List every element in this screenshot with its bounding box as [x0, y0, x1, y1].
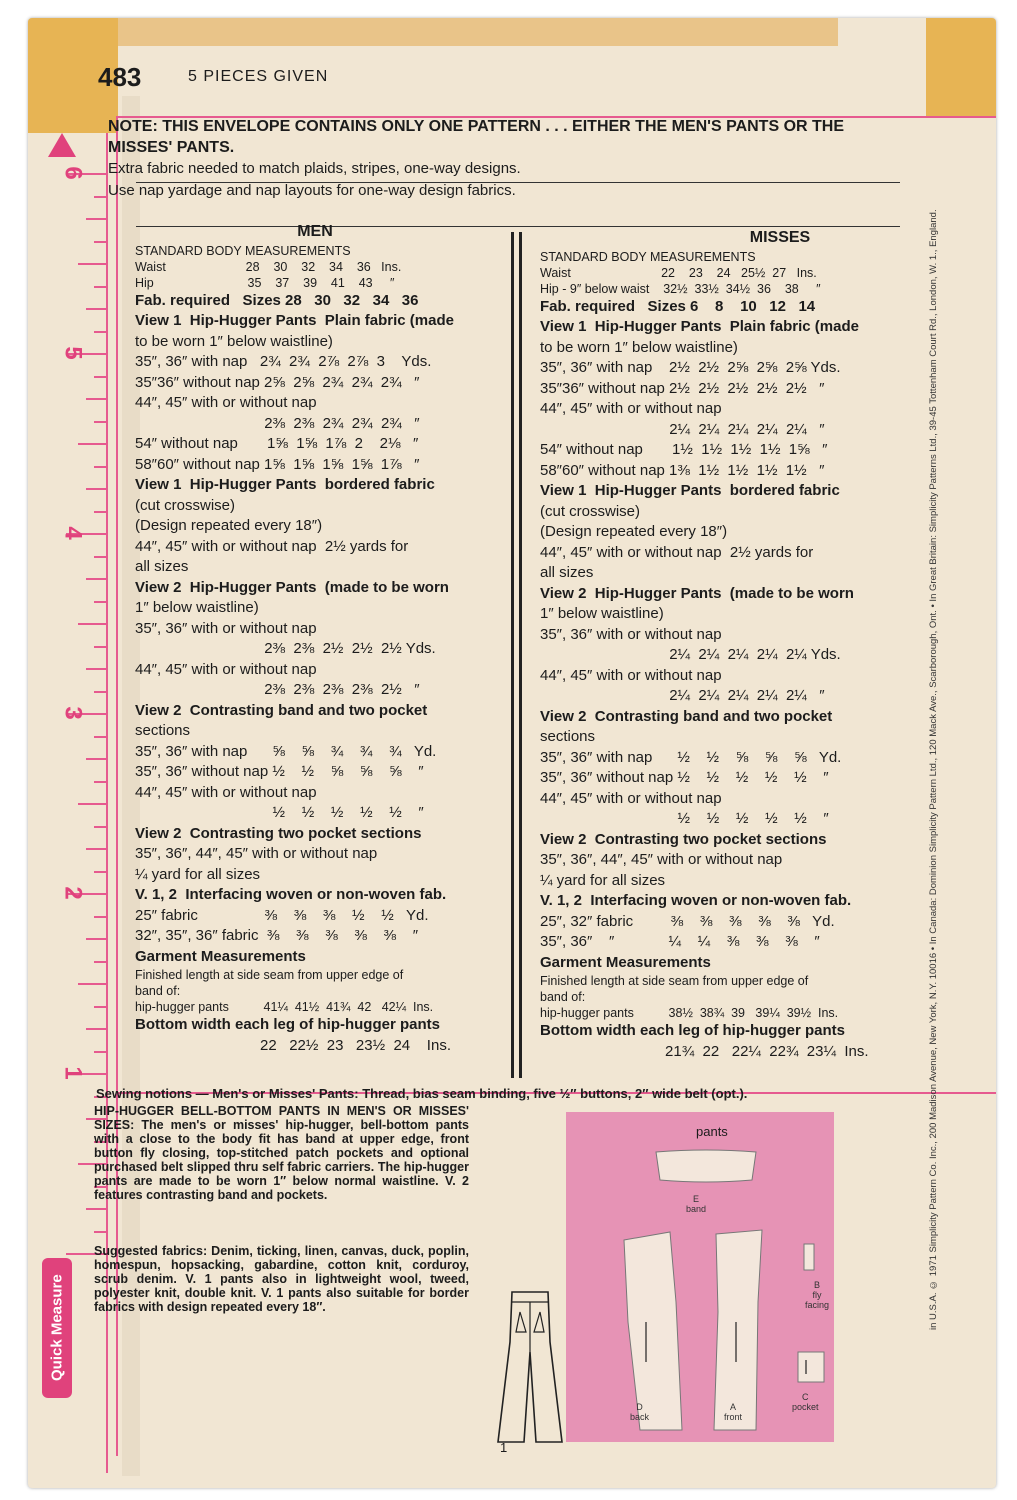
- men-line: to be worn 1″ below waistline): [135, 332, 333, 350]
- piece-label-front: A front: [724, 1402, 743, 1422]
- misses-line: hip-hugger pants 38½ 38¾ 39 39¼ 39½ Ins.: [540, 1006, 839, 1020]
- misses-line: 35″, 36″ with nap ½ ½ ⅝ ⅝ ⅝ Yd.: [540, 748, 842, 766]
- men-line: View 2 Contrasting two pocket sections: [135, 824, 422, 842]
- page-number: 1: [500, 1440, 508, 1455]
- men-line: all sizes: [135, 558, 189, 575]
- ruler-number: 1: [59, 1066, 87, 1080]
- ruler-tick: [86, 308, 106, 310]
- misses-line: 1″ below waistline): [540, 605, 664, 622]
- ruler-tick: [94, 916, 106, 918]
- ruler-tick: [94, 691, 106, 693]
- ruler-brand: Quick Measure: [42, 1258, 72, 1398]
- piece-label-fly-facing: B fly facing: [804, 1280, 830, 1310]
- misses-line: Bottom width each leg of hip-hugger pants: [540, 1022, 845, 1039]
- ruler-arrow-icon: [48, 133, 76, 157]
- men-line: 35″, 36″ with nap 2¾ 2¾ 2⅞ 2⅞ 3 Yds.: [135, 353, 432, 370]
- ruler-tick: [94, 871, 106, 873]
- men-line: 2⅜ 2⅜ 2½ 2½ 2½ Yds.: [135, 640, 436, 657]
- ruler-tick: [94, 196, 106, 198]
- men-line: (cut crosswise): [135, 496, 236, 514]
- men-line: ½ ½ ½ ½ ½ ″: [135, 804, 424, 821]
- misses-line: 2¼ 2¼ 2¼ 2¼ 2¼ ″: [540, 687, 825, 704]
- ruler-tick: [94, 241, 106, 243]
- men-line: 32″, 35″, 36″ fabric ⅜ ⅜ ⅜ ⅜ ⅜ ″: [135, 927, 419, 944]
- diagram-title: pants: [696, 1124, 728, 1139]
- men-line: 44″, 45″ with or without nap 2½ yards for: [135, 537, 409, 555]
- misses-line: Finished length at side seam from upper edge of: [540, 974, 809, 988]
- ruler-tick: [78, 263, 106, 265]
- misses-line: View 2 Contrasting band and two pocket: [540, 707, 833, 725]
- extra-line: Use nap yardage and nap layouts for one-way design fabrics.: [108, 182, 516, 199]
- ruler-tick: [86, 1028, 106, 1030]
- misses-line: Hip - 9″ below waist 32½ 33½ 34½ 36 38 ″: [540, 281, 821, 296]
- men-line: 44″, 45″ with or without nap: [135, 783, 317, 801]
- tape-top: [118, 18, 838, 46]
- men-line: 35″, 36″, 44″, 45″ with or without nap: [135, 845, 378, 862]
- men-line: 2⅜ 2⅜ 2⅜ 2⅜ 2½ ″: [135, 681, 420, 698]
- misses-line: to be worn 1″ below waistline): [540, 338, 738, 356]
- pattern-description: HIP-HUGGER BELL-BOTTOM PANTS IN MEN'S OR MISSES' SIZES: The men's or misses' hip-hugger, bell-bottom pants with a close to the body fit has band at upper edge, front button fly closing, top-stitched patch pockets and optional purchased belt slipped thru self fabric carriers. The hip-hugger pants are made to be worn 1″ below normal waistline. V. 2 features contrasting band and pockets.: [94, 1104, 469, 1202]
- misses-line: View 1 Hip-Hugger Pants bordered fabric: [540, 482, 840, 499]
- ruler-tick: [86, 488, 106, 490]
- ruler-tick: [94, 961, 106, 963]
- men-line: 35″, 36″ without nap ½ ½ ⅝ ⅝ ⅝ ″: [135, 763, 424, 780]
- ruler-tick: [94, 331, 106, 333]
- ruler-number: 2: [59, 886, 87, 900]
- misses-line: 44″, 45″ with or without nap 2½ yards for: [540, 543, 814, 561]
- ruler-tick: [94, 421, 106, 423]
- misses-line: 54″ without nap 1½ 1½ 1½ 1½ 1⅝ ″: [540, 441, 828, 458]
- men-line: Finished length at side seam from upper edge of: [135, 968, 404, 982]
- pattern-number: 483: [98, 62, 142, 92]
- pants-line-drawing: [490, 1282, 570, 1452]
- misses-line: V. 1, 2 Interfacing woven or non-woven fab.: [540, 892, 852, 909]
- misses-line: (Design repeated every 18″): [540, 523, 728, 540]
- ruler-tick: [86, 1208, 106, 1210]
- men-line: Bottom width each leg of hip-hugger pants: [135, 1016, 440, 1033]
- misses-line: Fab. required Sizes 6 8 10 12 14: [540, 297, 816, 315]
- men-line: 58″60″ without nap 1⅝ 1⅝ 1⅝ 1⅝ 1⅞ ″: [135, 455, 420, 473]
- men-line: 54″ without nap 1⅝ 1⅝ 1⅞ 2 2⅛ ″: [135, 435, 419, 452]
- men-line: Fab. required Sizes 28 30 32 34 36: [135, 291, 419, 309]
- ruler-tick: [94, 646, 106, 648]
- piece-pocket-shape: [798, 1352, 824, 1382]
- men-line: 22 22½ 23 23½ 24 Ins.: [135, 1036, 451, 1054]
- ruler-tick: [94, 376, 106, 378]
- piece-back-shape: [624, 1232, 682, 1430]
- misses-line: 25″, 32″ fabric ⅜ ⅜ ⅜ ⅜ ⅜ Yd.: [540, 912, 835, 930]
- men-line: 2⅜ 2⅜ 2¾ 2¾ 2¾ ″: [135, 414, 420, 432]
- ruler-tick: [94, 1006, 106, 1008]
- men-line: 1″ below waistline): [135, 599, 259, 616]
- pieces-given: 5 PIECES GIVEN: [188, 68, 329, 85]
- ruler-tick: [86, 758, 106, 760]
- misses-line: View 1 Hip-Hugger Pants Plain fabric (made: [540, 318, 859, 335]
- ruler-tick: [86, 668, 106, 670]
- ruler-tick: [94, 1231, 106, 1233]
- misses-line: Garment Measurements: [540, 953, 711, 971]
- extra-line: Extra fabric needed to match plaids, stripes, one-way designs.: [108, 160, 521, 177]
- ruler-tick: [94, 601, 106, 603]
- piece-band-shape: [656, 1150, 756, 1182]
- misses-line: all sizes: [540, 564, 594, 581]
- men-line: 25″ fabric ⅜ ⅜ ⅜ ½ ½ Yd.: [135, 906, 429, 924]
- ruler-tick: [78, 803, 106, 805]
- men-line: 35″36″ without nap 2⅝ 2⅝ 2¾ 2¾ 2¾ ″: [135, 373, 420, 391]
- men-line: View 1 Hip-Hugger Pants Plain fabric (made: [135, 312, 454, 329]
- misses-line: 21¾ 22 22¼ 22¾ 23¼ Ins.: [540, 1042, 869, 1060]
- men-line: (Design repeated every 18″): [135, 517, 323, 534]
- misses-column: [540, 228, 900, 1062]
- piece-label-pocket: C pocket: [792, 1392, 819, 1412]
- men-line: band of:: [135, 984, 181, 998]
- ruler-tick: [94, 826, 106, 828]
- ruler-number: 6: [59, 166, 87, 180]
- ruler-number: 5: [59, 346, 87, 360]
- tape-top-right: [926, 18, 996, 118]
- misses-line: View 2 Contrasting two pocket sections: [540, 830, 827, 848]
- men-line: View 2 Contrasting band and two pocket: [135, 701, 428, 719]
- ruler-tick: [94, 781, 106, 783]
- misses-line: 35″, 36″ with nap 2½ 2½ 2⅝ 2⅝ 2⅝ Yds.: [540, 359, 841, 376]
- men-line: 44″, 45″ with or without nap: [135, 660, 317, 678]
- misses-line: ½ ½ ½ ½ ½ ″: [540, 810, 829, 827]
- ruler-tick: [94, 1051, 106, 1053]
- men-line: 35″, 36″ with or without nap: [135, 619, 317, 637]
- misses-line: band of:: [540, 990, 586, 1004]
- column-divider-right: [519, 232, 522, 1078]
- ruler-tick: [86, 218, 106, 220]
- ruler-tick: [86, 578, 106, 580]
- men-line: Hip 35 37 39 41 43 ″: [135, 275, 395, 290]
- men-line: Waist 28 30 32 34 36 Ins.: [135, 259, 402, 274]
- ruler-tick: [78, 623, 106, 625]
- misses-line: ¼ yard for all sizes: [540, 871, 666, 889]
- misses-line: 44″, 45″ with or without nap: [540, 789, 722, 807]
- ruler-number: 3: [59, 706, 87, 720]
- ruler-tick: [94, 736, 106, 738]
- men-line: View 1 Hip-Hugger Pants bordered fabric: [135, 476, 435, 493]
- men-line: Garment Measurements: [135, 947, 306, 965]
- misses-line: 35″, 36″, 44″, 45″ with or without nap: [540, 851, 783, 868]
- men-line: 35″, 36″ with nap ⅝ ⅝ ¾ ¾ ¾ Yd.: [135, 742, 437, 760]
- piece-front-shape: [714, 1230, 762, 1430]
- ruler-number: 4: [59, 526, 87, 540]
- envelope-note: NOTE: THIS ENVELOPE CONTAINS ONLY ONE PATTERN . . . EITHER THE MEN'S PANTS OR THE MISSES' PANTS.: [108, 118, 845, 156]
- misses-line: Waist 22 23 24 25½ 27 Ins.: [540, 265, 817, 280]
- ruler-tick: [94, 286, 106, 288]
- misses-line: 2¼ 2¼ 2¼ 2¼ 2¼ ″: [540, 420, 825, 438]
- ruler-tick: [94, 511, 106, 513]
- men-line: View 2 Hip-Hugger Pants (made to be worn: [135, 578, 449, 596]
- men-column: [135, 222, 495, 1056]
- misses-line: View 2 Hip-Hugger Pants (made to be worn: [540, 584, 854, 602]
- ruler-tick: [78, 983, 106, 985]
- men-line: ¼ yard for all sizes: [135, 865, 261, 883]
- misses-line: 35″, 36″ with or without nap: [540, 625, 722, 643]
- piece-fly-facing-shape: [804, 1244, 814, 1270]
- misses-line: (cut crosswise): [540, 502, 641, 520]
- ruler-tick: [86, 398, 106, 400]
- men-title: MEN: [297, 223, 333, 240]
- misses-line: 35″, 36″ ″ ¼ ¼ ⅜ ⅜ ⅜ ″: [540, 933, 820, 950]
- misses-line: 35″, 36″ without nap ½ ½ ½ ½ ½ ″: [540, 769, 829, 786]
- publisher-info: in U.S.A. © 1971 Simplicity Pattern Co. Inc., 200 Madison Avenue, New York, N.Y. 10016 • In Canada: Dominion Simplicity Pattern Ltd., 120 Mack Ave., Scarborough, Ont. • In Great Britain: Simplicity Patterns Ltd., 39-45 Tottenham Court Rd., London, W. 1., England.: [928, 209, 939, 1330]
- ruler-tick: [94, 556, 106, 558]
- sewing-notions: Sewing notions — Men's or Misses' Pants: Thread, bias seam binding, five ½″ buttons, 2″ wide belt (opt.).: [96, 1086, 748, 1101]
- misses-line: 44″, 45″ with or without nap: [540, 400, 722, 417]
- misses-line: 44″, 45″ with or without nap: [540, 666, 722, 684]
- pattern-pieces-diagram: [566, 1112, 834, 1442]
- misses-title: MISSES: [749, 229, 811, 246]
- misses-line: 35″36″ without nap 2½ 2½ 2½ 2½ 2½ ″: [540, 379, 825, 397]
- piece-label-back: D back: [630, 1402, 650, 1422]
- column-divider-left: [511, 232, 514, 1078]
- men-line: hip-hugger pants 41¼ 41½ 41¾ 42 42¼ Ins.: [135, 1000, 434, 1014]
- misses-line: 58″60″ without nap 1⅜ 1½ 1½ 1½ 1½ ″: [540, 461, 825, 479]
- men-line: 44″, 45″ with or without nap: [135, 394, 317, 411]
- ruler-tick: [86, 938, 106, 940]
- misses-line: 2¼ 2¼ 2¼ 2¼ 2¼ Yds.: [540, 646, 841, 663]
- extra-fabric-notes: [108, 158, 521, 202]
- men-line: STANDARD BODY MEASUREMENTS: [135, 243, 351, 258]
- ruler-tick: [86, 848, 106, 850]
- misses-line: STANDARD BODY MEASUREMENTS: [540, 249, 756, 264]
- men-line: sections: [135, 722, 191, 739]
- suggested-fabrics: Suggested fabrics: Denim, ticking, linen, canvas, duck, poplin, homespun, hopsacking, gabardine, cotton knit, corduroy, scrub denim. V. 1 pants also in lightweight wool, tweed, polyester knit, double knit. V. 1 pants also suitable for border fabrics with design repeated every 18″.: [94, 1244, 469, 1314]
- ruler-tick: [94, 466, 106, 468]
- ruler-tick: [78, 443, 106, 445]
- men-line: V. 1, 2 Interfacing woven or non-woven fab.: [135, 886, 447, 903]
- misses-line: sections: [540, 728, 596, 745]
- piece-label-band: E band: [686, 1194, 707, 1214]
